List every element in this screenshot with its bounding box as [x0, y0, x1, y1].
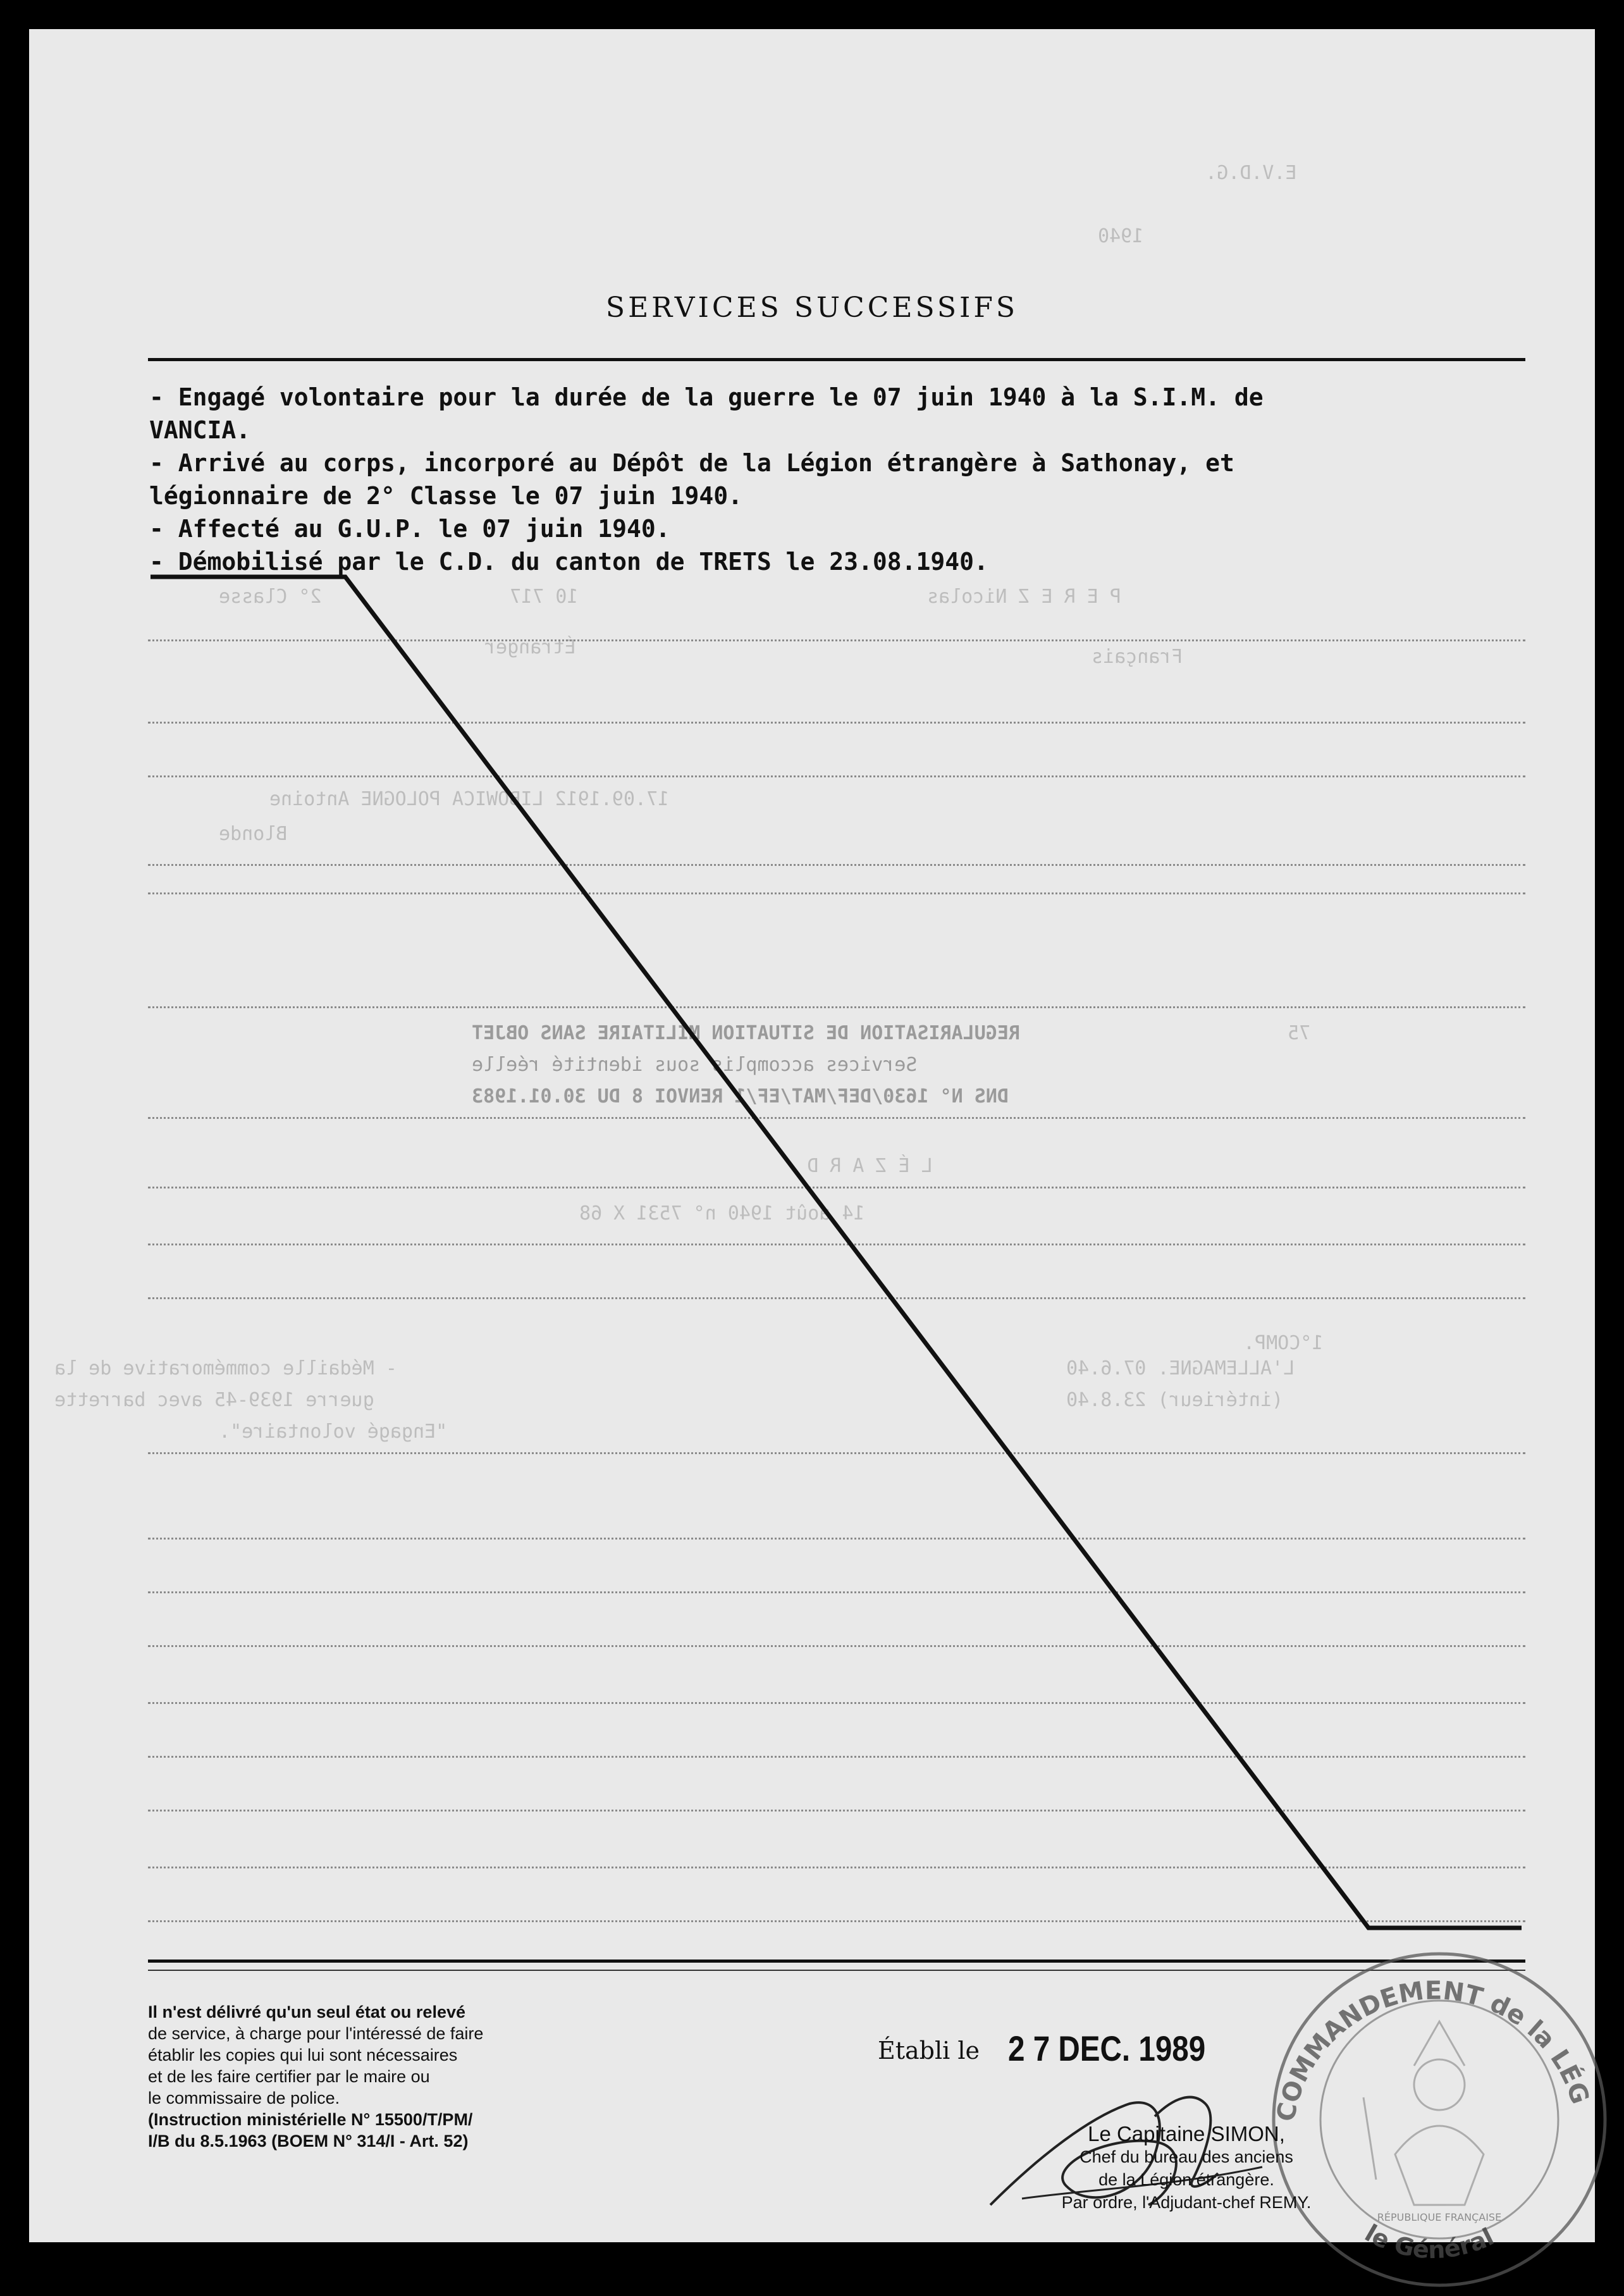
entry-line: - Arrivé au corps, incorporé au Dépôt de la Légion étrangère à Sathonay, et [149, 449, 1234, 477]
bleed-medal-3: "Engagé volontaire". [219, 1421, 448, 1443]
bleed-stamp-line-1: REGULARISATION DE SITUATION MILITAIRE SANS OBJET [472, 1022, 1020, 1044]
page-title: SERVICES SUCCESSIFS [605, 292, 1019, 324]
bleed-nationality-1: Étranger [484, 636, 576, 658]
cancel-stroke [29, 29, 1595, 2242]
notice-line: établir les copies qui lui sont nécessaires [148, 2046, 458, 2065]
entry-line: légionnaire de 2° Classe le 07 juin 1940. [149, 482, 742, 510]
entry-line: VANCIA. [149, 416, 251, 444]
official-stamp [1256, 1939, 1610, 2293]
bleed-company-3: (intérieur) 23.8.40 [1066, 1389, 1284, 1411]
signature-line-3: de la Légion étrangère. [1098, 2170, 1274, 2189]
notice-line: le commissaire de police. [148, 2089, 340, 2108]
notice-line: I/B du 8.5.1963 (BOEM N° 314/I - Art. 52) [148, 2132, 469, 2151]
stamp-ring-text: COMMANDEMENT de la LÉG [1271, 1976, 1595, 2124]
bleed-grade: 2° Classe [219, 586, 322, 608]
bleed-company-1: 1°COMP. [1243, 1332, 1324, 1354]
stamp-center-text: RÉPUBLIQUE FRANÇAISE [1377, 2211, 1502, 2223]
bleed-zone: L É Z A R D [807, 1155, 933, 1177]
bleed-name: P E R E Z Nicolas [927, 586, 1122, 608]
issued-label: Établi le [878, 2037, 980, 2065]
entry-line: - Démobilisé par le C.D. du canton de TRETS le 23.08.1940. [149, 548, 988, 576]
signature-line-1: Le Capitaine SIMON, [1088, 2122, 1285, 2145]
bleed-medal-2: guerre 1939-45 avec barrette [54, 1389, 374, 1411]
stamp-bottom-text: le Général [1360, 2219, 1498, 2264]
notice-line: et de les faire certifier par le maire ou [148, 2067, 430, 2086]
notice-line: de service, à charge pour l'intéressé de faire [148, 2024, 484, 2043]
svg-text:le Général [1360, 2219, 1498, 2264]
svg-text:COMMANDEMENT de la LÉGION ÉTRA [1256, 1939, 1595, 2124]
bleed-stamp-line-3: DNS N° 1630/DEF/MAT/EF/1 RENVOI 8 DU 30.01.1983 [472, 1085, 1009, 1108]
bleed-decree: 14 août 1940 n° 7531 X 68 [579, 1202, 865, 1225]
notice-line: Il n'est délivré qu'un seul état ou relevé [148, 2003, 465, 2021]
bleed-header-year: 1940 [1098, 225, 1144, 247]
issued-date: 2 7 DEC. 1989 [1008, 2028, 1206, 2068]
entry-line: - Affecté au G.U.P. le 07 juin 1940. [149, 515, 670, 543]
issuance-notice [148, 2001, 629, 2152]
bleed-matricule: 10 717 [510, 586, 579, 608]
bleed-stamp-line-2: Services accomplis sous identité réelle [472, 1054, 918, 1076]
bleed-company-2: L'ALLEMAGNE. 07.6.40 [1066, 1357, 1295, 1379]
bleed-medal-1: - Médaille commémorative de la [54, 1357, 397, 1379]
notice-line: (Instruction ministérielle N° 15500/T/PM/ [148, 2110, 473, 2129]
bleed-nationality-2: Français [1092, 646, 1183, 668]
bleed-birth: 17.09.1912 LIBOWICA POLOGNE Antoine [269, 788, 670, 810]
bleed-hair: Blonde [219, 823, 288, 845]
bleed-stamp-number: 75 [1288, 1022, 1311, 1044]
signature-line-2: Chef du bureau des anciens [1080, 2147, 1293, 2166]
bleed-header-code: E.V.D.G. [1205, 162, 1297, 184]
signature-line-4: Par ordre, l'Adjudant-chef REMY. [1061, 2193, 1312, 2212]
entry-line: - Engagé volontaire pour la durée de la guerre le 07 juin 1940 à la S.I.M. de [149, 383, 1264, 411]
document-sheet [29, 29, 1595, 2264]
signature-block [1009, 2123, 1363, 2214]
